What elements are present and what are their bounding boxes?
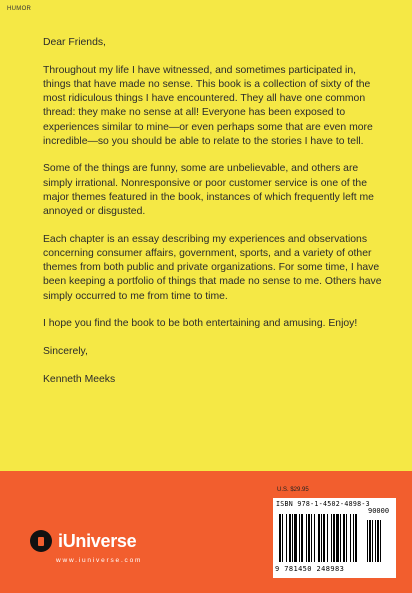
- barcode-box: [273, 498, 396, 578]
- publisher-name: iUniverse: [58, 530, 137, 551]
- price-code: 90000: [368, 507, 390, 515]
- barcode-addon-bar: [380, 520, 381, 562]
- isbn-text: ISBN 978-1-4502-4898-3: [276, 500, 370, 508]
- barcode-bar: [323, 514, 325, 562]
- signature: Kenneth Meeks: [43, 373, 116, 385]
- barcode-bar: [350, 514, 351, 562]
- paragraph-4: I hope you find the book to be both entertaining and amusing. Enjoy!: [43, 318, 358, 330]
- barcode-addon-bar: [377, 520, 379, 562]
- barcode-addon-bar: [369, 520, 371, 562]
- iuniverse-logo-icon: [30, 530, 52, 552]
- barcode-bar: [346, 514, 347, 562]
- barcode-bar: [286, 514, 287, 562]
- barcode-bar: [333, 514, 335, 562]
- barcode-bar: [294, 514, 297, 562]
- barcode-bar: [282, 514, 283, 562]
- barcode-addon-bar: [375, 520, 376, 562]
- barcode-bar: [289, 514, 291, 562]
- letter: [43, 36, 383, 400]
- barcode-bar: [299, 514, 300, 562]
- barcode-bar: [355, 514, 357, 562]
- barcode-addon-bar: [372, 520, 373, 562]
- barcode-bar: [331, 514, 332, 562]
- category-label: HUMOR: [7, 6, 32, 12]
- barcode-bar: [292, 514, 293, 562]
- barcode-bar: [306, 514, 307, 562]
- paragraph-3: Each chapter is an essay describing my experiences and observations concerning consumer affairs, government, sports, and a variety of other themes from both public and private organizations. For some time, I have been keeping a portfolio of things that made no sense to me. Others have simply occurred to me from time to time.: [43, 233, 382, 302]
- barcode-addon-bar: [367, 520, 368, 562]
- paragraph-2: Some of the things are funny, some are unbelievable, and others are simply irrational. Nonresponsive or poor customer service is one of the major themes featured in the book, instances of which frequently left me annoyed or disgusted.: [43, 163, 374, 218]
- barcode-bar: [321, 514, 322, 562]
- barcode-bar: [301, 514, 303, 562]
- barcode-bar: [340, 514, 341, 562]
- publisher-logo: [30, 530, 136, 552]
- barcode-bar: [279, 514, 281, 562]
- barcode-icon: [279, 514, 389, 564]
- publisher-url: www.iuniverse.com: [56, 557, 143, 564]
- ean-number: 9 781450 248983: [275, 565, 345, 573]
- barcode-bar: [336, 514, 339, 562]
- barcode-bar: [353, 514, 354, 562]
- barcode-bar: [318, 514, 320, 562]
- price-label: U.S. $29.95: [277, 487, 309, 493]
- barcode-bar: [311, 514, 312, 562]
- barcode-bar: [343, 514, 345, 562]
- closing: Sincerely,: [43, 345, 88, 357]
- barcode-bar: [308, 514, 310, 562]
- barcode-bar: [314, 514, 315, 562]
- barcode-bar: [327, 514, 328, 562]
- salutation: Dear Friends,: [43, 37, 106, 48]
- paragraph-1: Throughout my life I have witnessed, and sometimes participated in, things that have made no sense. This book is a collection of sixty of the most ridiculous things I have encountered. They all have one common thread: they make no sense at all! Everyone has been exposed to experiences similar to mine—or even perhaps some that are even more incredible—so you should be able to relate to the stories I have to tell.: [43, 64, 373, 147]
